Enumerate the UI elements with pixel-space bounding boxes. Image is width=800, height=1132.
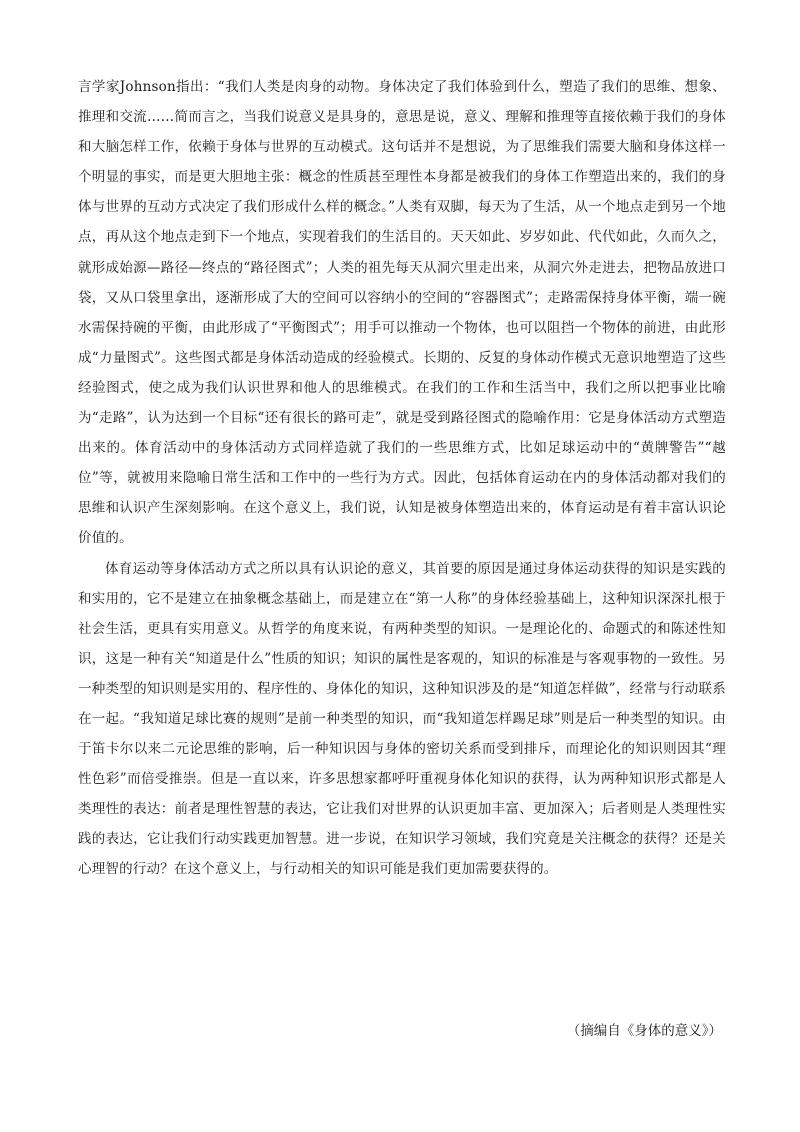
source-citation: （摘编自《身体的意义》）: [566, 1023, 722, 1039]
paragraph-2: 体育运动等身体活动方式之所以具有认识论的意义，其首要的原因是通过身体运动获得的知识是实践的和实用的，它不是建立在抽象概念基础上，而是建立在“第一人称”的身体经验基础上，这种知识深深扎根于社会生活，更具有实用意义。从哲学的角度来说，有两种类型的知识。一是理论化的、命题式的和陈述性知识，这是一种有关“知道是什么”性质的知识；知识的属性是客观的，知识的标准是与客观事物的一致性。另一种类型的知识则是实用的、程序性的、身体化的知识，这种知识涉及的是“知道怎样做”，经常与行动联系在一起。“我知道足球比赛的规则”是前一种类型的知识，而“我知道怎样踢足球”则是后一种类型的知识。由于笛卡尔以来二元论思维的影响，后一种知识因与身体的密切关系而受到排斥，而理论化的知识则因其“理性色彩”而倍受推崇。但是一直以来，许多思想家都呼吁重视身体化知识的获得，认为两种知识形式都是人类理性的表达：前者是理性智慧的表达，它让我们对世界的认识更加丰富、更加深入；后者则是人类理性实践的表达，它让我们行动实践更加智慧。进一步说，在知识学习领域，我们究竟是关注概念的获得？还是关心理智的行动？在这个意义上，与行动相关的知识可能是我们更加需要获得的。: [78, 560, 726, 878]
article-body: [78, 72, 726, 885]
paragraph-1: 言学家Johnson指出：“我们人类是肉身的动物。身体决定了我们体验到什么，塑造了我们的思维、想象、推理和交流……简而言之，当我们说意义是具身的，意思是说，意义、理解和推理等直接依赖于我们的身体和大脑怎样工作，依赖于身体与世界的互动模式。这句话并不是想说，为了思维我们需要大脑和身体这样一个明显的事实，而是更大胆地主张：概念的性质甚至理性本身都是被我们的身体工作塑造出来的，我们的身体与世界的互动方式决定了我们形成什么样的概念。”人类有双脚，每天为了生活，从一个地点走到另一个地点，再从这个地点走到下一个地点，实现着我们的生活目的。天天如此、岁岁如此、代代如此，久而久之，就形成始源—路径—终点的“路径图式”；人类的祖先每天从洞穴里走出来，从洞穴外走进去，把物品放进口袋，又从口袋里拿出，逐渐形成了大的空间可以容纳小的空间的“容器图式”；走路需保持身体平衡，端一碗水需保持碗的平衡，由此形成了“平衡图式”；用手可以推动一个物体，也可以阻挡一个物体的前进，由此形成“力量图式”。这些图式都是身体活动造成的经验模式。长期的、反复的身体动作模式无意识地塑造了这些经验图式，使之成为我们认识世界和他人的思维模式。在我们的工作和生活当中，我们之所以把事业比喻为“走路”，认为达到一个目标“还有很长的路可走”，就是受到路径图式的隐喻作用：它是身体活动方式塑造出来的。体育活动中的身体活动方式同样造就了我们的一些思维方式，比如足球运动中的“黄牌警告”“越位”等，就被用来隐喻日常生活和工作中的一些行为方式。因此，包括体育运动在内的身体活动都对我们的思维和认识产生深刻影响。在这个意义上，我们说，认知是被身体塑造出来的，体育运动是有着丰富认识论价值的。: [78, 79, 726, 547]
